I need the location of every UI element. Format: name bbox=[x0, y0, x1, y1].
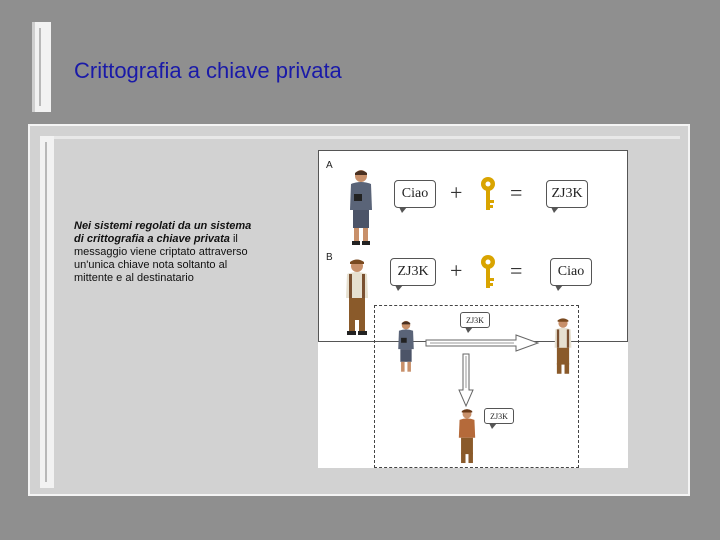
sender-person-transit-icon bbox=[394, 318, 418, 376]
body-text-rest: il messaggio viene criptato attraverso un'unica chiave nota soltanto al mittente e al destinatario bbox=[74, 233, 248, 284]
equals-sign-b: = bbox=[510, 258, 523, 283]
message-bubble-ciphertext-b: ZJ3K bbox=[390, 258, 436, 286]
transit-bubble-top: ZJ3K bbox=[460, 312, 490, 328]
figure-label-a: A bbox=[326, 160, 333, 171]
message-bubble-plaintext-b: Ciao bbox=[550, 258, 592, 286]
body-text-emphasis: Nei sistemi regolati da un sistema di crittografia a chiave privata bbox=[74, 220, 252, 245]
interceptor-person-icon bbox=[454, 408, 480, 466]
slide-body-text bbox=[74, 220, 254, 285]
title-decor-bar bbox=[32, 22, 51, 112]
key-icon-b bbox=[478, 254, 498, 290]
slide-title: Crittografia a chiave privata bbox=[74, 58, 342, 83]
equals-sign-a: = bbox=[510, 180, 523, 205]
receiver-person-b-icon bbox=[340, 258, 374, 336]
encryption-figure bbox=[318, 150, 628, 468]
frame-decor-bar bbox=[40, 136, 54, 488]
plus-sign-b: + bbox=[450, 258, 463, 283]
plus-sign-a: + bbox=[450, 180, 463, 205]
frame-top-rule bbox=[40, 136, 680, 139]
figure-label-b: B bbox=[326, 252, 333, 263]
message-bubble-plaintext-a: Ciao bbox=[394, 180, 436, 208]
message-bubble-ciphertext-a: ZJ3K bbox=[546, 180, 588, 208]
horizontal-arrow-icon bbox=[424, 334, 540, 352]
transit-bubble-bottom: ZJ3K bbox=[484, 408, 514, 424]
vertical-arrow-icon bbox=[458, 352, 474, 408]
receiver-person-transit-icon bbox=[550, 316, 576, 378]
sender-person-a-icon bbox=[344, 168, 378, 246]
key-icon-a bbox=[478, 176, 498, 212]
